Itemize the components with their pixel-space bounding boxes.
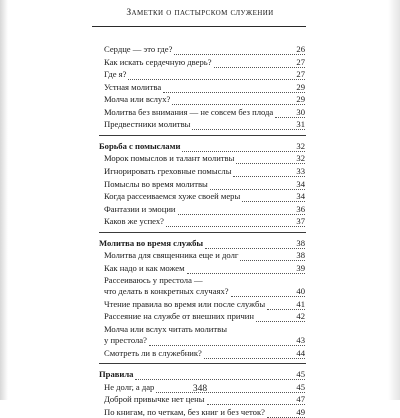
toc-entry-title: Молитва для священника еще и долг	[104, 250, 239, 261]
toc-entry-row	[0, 298, 400, 310]
toc-entry-title: Сердце — это где?	[104, 44, 173, 54]
toc-entry-row	[0, 118, 400, 130]
toc-section-title: Правила	[99, 369, 134, 380]
toc-page-number: 43	[296, 335, 305, 345]
toc-entry-row	[0, 178, 400, 190]
toc-entry-title: Фантазии и эмоции	[104, 203, 176, 214]
toc-entry-title: Игнорировать греховные помыслы	[104, 165, 232, 176]
toc-section-row	[0, 140, 400, 152]
toc-entry-title: По книгам, по четкам, без книг и без четок?	[104, 406, 265, 417]
toc-entry-title: Как надо и как можем	[104, 262, 185, 273]
toc-entry-row	[0, 310, 400, 322]
toc-page-number: 49	[296, 406, 305, 417]
toc-entry-title: Не долг, а дар	[104, 381, 155, 392]
toc-page-number: 40	[296, 286, 305, 297]
toc-entry-title: Чтение правила во время или после службы	[104, 298, 266, 309]
toc-page-number: 32	[296, 153, 305, 164]
toc-entry-row	[0, 93, 400, 105]
toc-entry-title: Предвестники молитвы	[104, 119, 191, 130]
toc-page-number: 34	[296, 178, 305, 189]
toc-entry-title: Когда рассеиваемся хуже своей меры	[104, 191, 241, 202]
toc-entry-title: Молча или вслух читать молитвы	[104, 324, 227, 334]
toc-page-number: 45	[296, 369, 305, 380]
toc-entry-row	[0, 215, 400, 227]
toc-entry-row	[0, 334, 400, 346]
toc-page-number: 33	[296, 165, 305, 176]
toc-entry-title: Рассеиваюсь у престола —	[104, 275, 203, 286]
toc-entry-title: Молитва без внимания — не совсем без плода	[104, 106, 274, 117]
toc-entry-row	[0, 285, 400, 297]
toc-page-number: 30	[296, 106, 305, 117]
page-number: 348	[192, 384, 208, 394]
toc-page-number: 44	[296, 347, 305, 358]
toc-entry-title: у престола?	[104, 335, 147, 345]
toc-entry-row	[0, 393, 400, 405]
toc-page-number: 27	[296, 69, 305, 80]
toc-page-number: 36	[296, 203, 305, 214]
toc-page-number: 26	[296, 44, 305, 54]
toc-entry-title: Морок помыслов и талант молитвы	[104, 153, 235, 164]
running-header: Заметки о пастырском служении	[126, 8, 274, 18]
toc-page-number: 32	[296, 140, 305, 151]
toc-entry-row	[0, 165, 400, 177]
toc-entry-row	[0, 406, 400, 418]
toc-entry-title: Доброй привычке нет цены	[104, 394, 205, 405]
toc-page-number: 38	[296, 237, 305, 248]
toc-page-number: 31	[296, 119, 305, 130]
toc-entry-row	[0, 106, 400, 118]
toc-section-row	[0, 237, 400, 249]
toc-entry-row	[0, 347, 400, 359]
toc-page-number: 45	[296, 381, 305, 392]
toc-entry-title: Каков же успех?	[104, 216, 164, 227]
toc-entry-row	[0, 56, 400, 68]
toc-page-number: 29	[296, 81, 305, 92]
toc-page-number: 27	[296, 56, 305, 67]
toc-entry-title: Молча или вслух?	[104, 94, 171, 105]
toc-entry-title: Помыслы во время молитвы	[104, 178, 208, 189]
toc-page-number: 29	[296, 94, 305, 105]
toc-entry-row	[0, 203, 400, 215]
toc-section-title: Борьба с помыслами	[99, 140, 181, 151]
toc-page-number: 47	[296, 394, 305, 405]
toc-page-number: 34	[296, 191, 305, 202]
toc-section-row	[0, 368, 400, 380]
toc-page-number: 37	[296, 216, 305, 227]
section-divider	[99, 363, 306, 364]
toc-entry-row	[0, 81, 400, 93]
toc-entry-row	[0, 249, 400, 261]
toc-page-number: 42	[296, 311, 305, 322]
toc-page-number: 38	[296, 250, 305, 261]
toc-entry-row	[0, 43, 400, 55]
toc-entry-row	[0, 152, 400, 164]
toc-entry-title: что делать в конкретных случаях?	[104, 286, 229, 297]
toc-page-number: 39	[296, 262, 305, 273]
section-divider	[99, 232, 306, 233]
toc-section-title: Молитва во время службы	[99, 237, 204, 248]
toc-entry-row	[0, 68, 400, 80]
toc-entry-title: Смотреть ли в служебник?	[104, 347, 202, 358]
toc-entry-row	[0, 190, 400, 202]
toc-entry-title: Как искать сердечную дверь?	[104, 56, 212, 67]
toc-entry-title: Рассеяние на службе от внешних причин	[104, 311, 254, 322]
toc-page-number: 41	[296, 298, 305, 309]
toc-entry-title: Где я?	[104, 69, 127, 80]
toc-entry-row	[0, 262, 400, 274]
toc-entry-title: Устная молитва	[104, 81, 162, 92]
section-divider	[99, 135, 306, 136]
